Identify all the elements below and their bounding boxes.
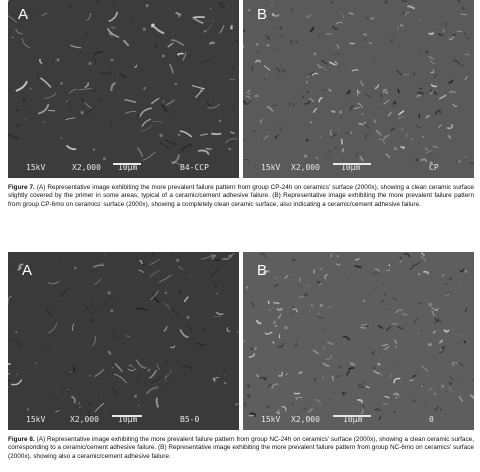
figure7-panel-b [243, 0, 474, 178]
sample-id-label: CP [429, 163, 439, 172]
panel-letter: A [22, 262, 33, 279]
scale-bar-info [8, 414, 239, 426]
magnification-label: X2,000 [70, 415, 99, 424]
figure7-caption [8, 184, 474, 209]
voltage-label: 15kV [26, 163, 46, 172]
scale-bar-info [243, 162, 474, 174]
sem-micrograph-image [243, 0, 474, 178]
figure8-panel-a [8, 252, 239, 430]
scale-bar-info [243, 414, 474, 426]
panel-letter: B [257, 262, 268, 279]
scale-label: 10µm [341, 163, 361, 172]
voltage-label: 15kV [261, 415, 281, 424]
magnification-label: X2,000 [72, 163, 101, 172]
caption-text: (A) Representative image exhibiting the more prevalent failure pattern from group CP-24h on ceramics' surface (2000x), showing a clean ceramic surface slightly covered by the primer in some areas, typical of a ceramic/cement adhesive failure. (B) Representative image exhibiting the more prevalent failure pattern from group CP-6mo on ceramics' surface (2000x), showing a completely clean ceramic surface, also indicating a ceramic/cement adhesive failure. [8, 184, 474, 208]
sample-id-label: B4-CCP [180, 163, 209, 172]
voltage-label: 15kV [26, 415, 46, 424]
sem-micrograph-image [8, 252, 239, 430]
panel-letter: A [18, 6, 29, 23]
caption-text: (A) Representative image exhibiting the more prevalent failure pattern from group NC-24h on ceramics' surface (2000x), showing a clean ceramic surface, corresponding to a ceramic/cement adhesive failure. (B) Representative image exhibiting the more prevalent failure pattern from group NC-6mo on ceramics' surface (2000x), showing also a ceramic/cement adhesive failure. [8, 436, 474, 460]
scale-label: 10µm [118, 163, 138, 172]
sample-id-label: 0 [429, 415, 434, 424]
figure-label: Figure 7. [8, 184, 35, 191]
scale-label: 10µm [343, 415, 363, 424]
figure8-panel-b [243, 252, 474, 430]
scale-bar-info [8, 162, 239, 174]
sample-id-label: B5-0 [180, 415, 200, 424]
sem-micrograph-image [243, 252, 474, 430]
panel-letter: B [257, 6, 268, 23]
scale-label: 10µm [118, 415, 138, 424]
magnification-label: X2,000 [291, 415, 320, 424]
sem-micrograph-image [8, 0, 239, 178]
figure7-panel-a [8, 0, 239, 178]
figure-label: Figure 8. [8, 436, 35, 443]
figure8-caption [8, 436, 474, 461]
magnification-label: X2,000 [291, 163, 320, 172]
voltage-label: 15kV [261, 163, 281, 172]
